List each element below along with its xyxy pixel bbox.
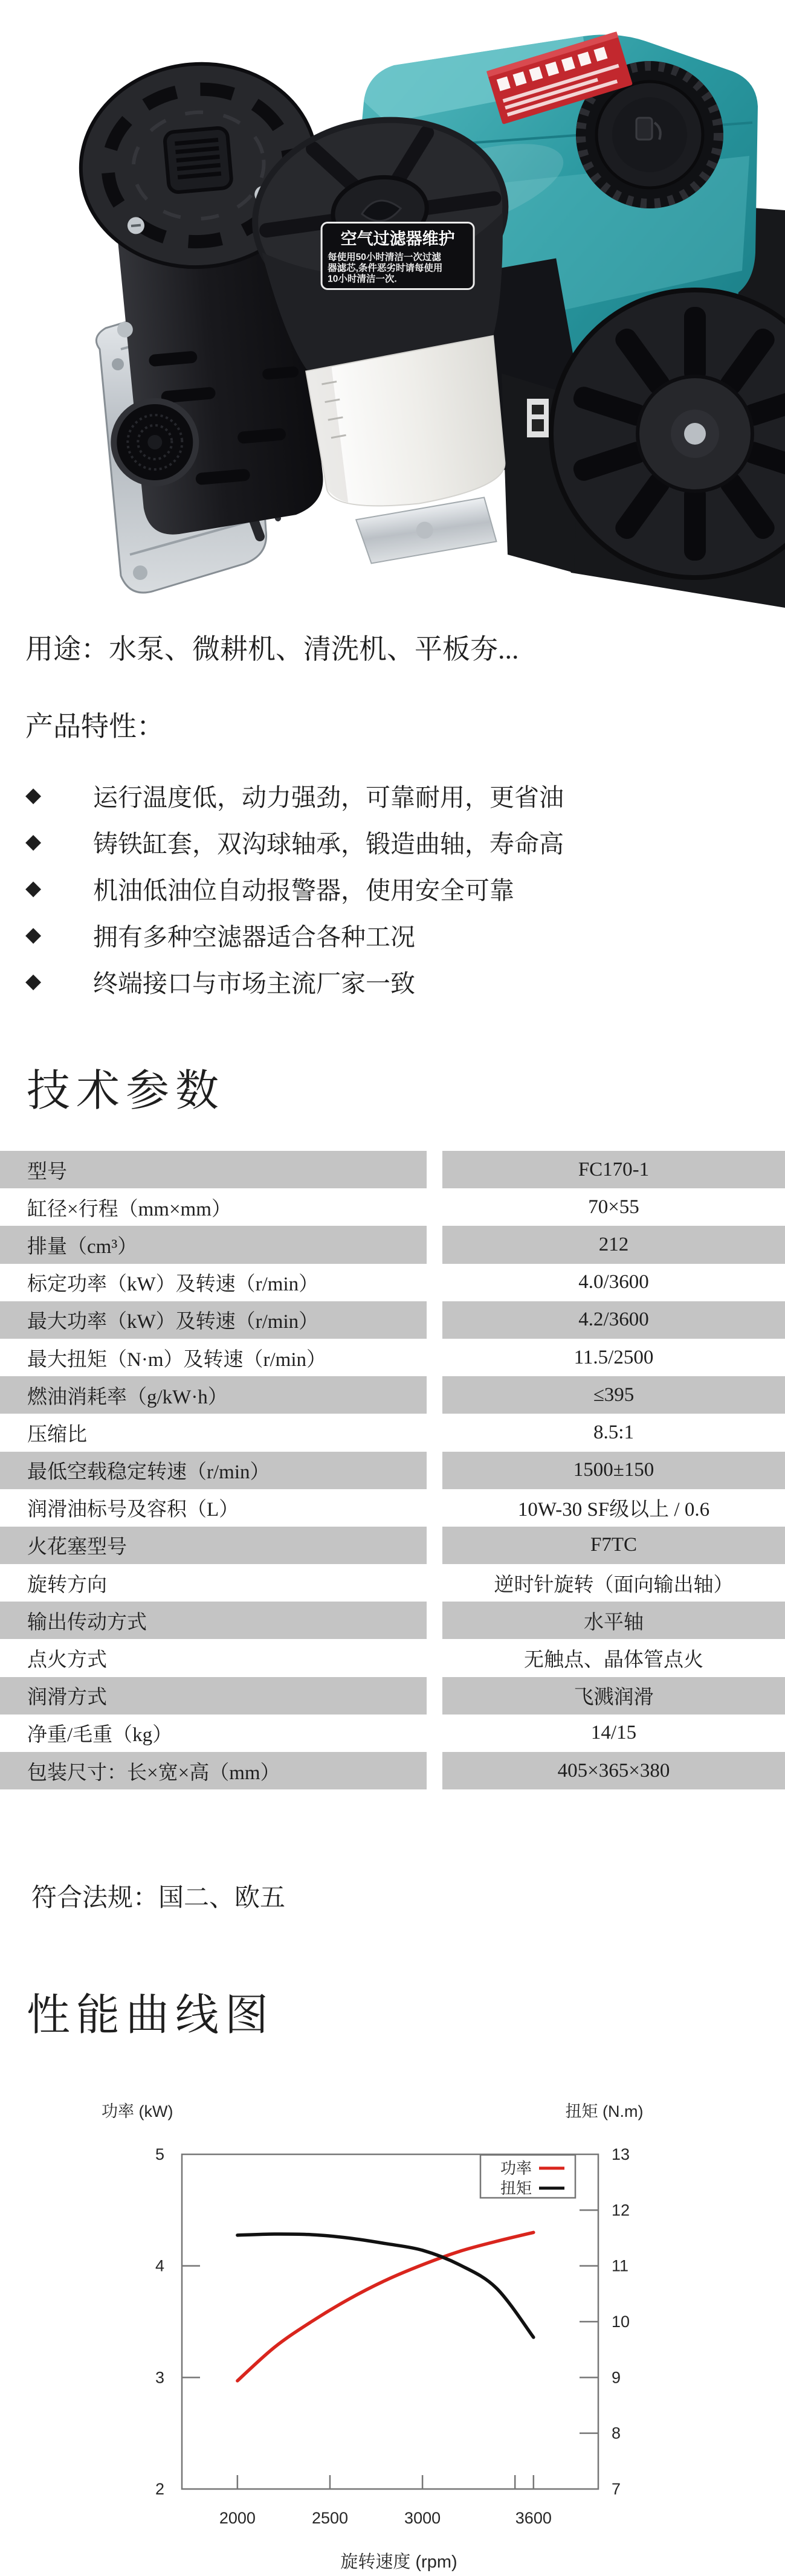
product-photo-illustration bbox=[0, 11, 785, 610]
feature-item bbox=[25, 819, 763, 865]
spec-value: 4.0/3600 bbox=[578, 1271, 649, 1293]
table-row bbox=[0, 1339, 785, 1376]
table-row bbox=[0, 1639, 785, 1676]
spec-value: 212 bbox=[598, 1233, 629, 1255]
feature-text: 终端接口与市场主流厂家一致 bbox=[93, 970, 415, 997]
svg-text:3000: 3000 bbox=[404, 2509, 441, 2527]
svg-text:2: 2 bbox=[155, 2480, 164, 2498]
spec-value: 8.5:1 bbox=[593, 1421, 634, 1443]
curve-power bbox=[237, 2232, 534, 2381]
spec-label: 旋转方向 bbox=[27, 1574, 107, 1596]
feature-item bbox=[25, 958, 763, 1005]
spec-value: 10W-30 SF级以上 / 0.6 bbox=[517, 1499, 710, 1521]
table-row bbox=[0, 1527, 785, 1564]
table-row bbox=[0, 1602, 785, 1639]
plot-area bbox=[182, 2154, 598, 2489]
svg-text:8: 8 bbox=[612, 2424, 621, 2442]
svg-text:5: 5 bbox=[155, 2145, 164, 2163]
svg-text:4: 4 bbox=[155, 2256, 164, 2275]
table-row bbox=[0, 1376, 785, 1414]
table-row bbox=[0, 1151, 785, 1188]
axis-ticks bbox=[155, 2145, 630, 2527]
spec-value: F7TC bbox=[590, 1534, 638, 1556]
features-title: 产品特性： bbox=[25, 711, 164, 742]
svg-text:3600: 3600 bbox=[515, 2509, 552, 2527]
feature-text: 运行温度低，动力强劲，可靠耐用，更省油 bbox=[93, 784, 564, 811]
spec-label: 缸径×行程（mm×mm） bbox=[27, 1198, 231, 1220]
legend-label-power: 功率 bbox=[500, 2159, 532, 2177]
table-row bbox=[0, 1188, 785, 1226]
data-curves bbox=[237, 2232, 534, 2381]
svg-text:12: 12 bbox=[612, 2201, 630, 2220]
spec-value: 70×55 bbox=[588, 1196, 639, 1218]
spec-label: 输出传动方式 bbox=[27, 1611, 147, 1634]
curve-torque bbox=[237, 2234, 534, 2337]
diamond-bullet-icon: ◆ bbox=[25, 877, 42, 900]
spec-value: ≤395 bbox=[593, 1383, 635, 1406]
diamond-bullet-icon: ◆ bbox=[25, 970, 42, 993]
spec-label: 包装尺寸：长×宽×高（mm） bbox=[27, 1762, 280, 1784]
section-title-specs: 技术参数 bbox=[27, 1067, 225, 1115]
spec-value: 1500±150 bbox=[573, 1459, 654, 1481]
svg-text:3: 3 bbox=[155, 2368, 164, 2387]
spec-label: 润滑油标号及容积（L） bbox=[27, 1499, 239, 1521]
spec-value: 14/15 bbox=[590, 1722, 637, 1744]
chart-legend bbox=[480, 2155, 575, 2198]
spec-label: 最大扭矩（N·m）及转速（r/min） bbox=[27, 1348, 326, 1371]
spec-value: FC170-1 bbox=[578, 1158, 650, 1180]
spec-label: 点火方式 bbox=[27, 1649, 107, 1672]
feature-text: 铸铁缸套，双沟球轴承，锻造曲轴，寿命高 bbox=[93, 830, 564, 858]
y-right-axis-title: 扭矩 (N.m) bbox=[565, 2102, 644, 2120]
table-row bbox=[0, 1264, 785, 1301]
svg-text:2500: 2500 bbox=[311, 2509, 349, 2527]
legend-label-torque: 扭矩 bbox=[500, 2179, 532, 2197]
spec-label: 型号 bbox=[27, 1161, 67, 1183]
diamond-bullet-icon: ◆ bbox=[25, 784, 42, 807]
svg-text:9: 9 bbox=[612, 2368, 621, 2387]
feature-item bbox=[25, 772, 763, 819]
spec-label: 燃油消耗率（g/kW·h） bbox=[27, 1386, 228, 1408]
table-row bbox=[0, 1414, 785, 1451]
spec-label: 最大功率（kW）及转速（r/min） bbox=[27, 1311, 319, 1333]
feature-text: 拥有多种空滤器适合各种工况 bbox=[93, 923, 415, 951]
y-left-axis-title: 功率 (kW) bbox=[102, 2102, 173, 2120]
spec-value: 飞溅润滑 bbox=[573, 1687, 654, 1709]
svg-text:2000: 2000 bbox=[219, 2509, 256, 2527]
spec-label: 火花塞型号 bbox=[27, 1536, 127, 1559]
spec-label: 净重/毛重（kg） bbox=[27, 1724, 173, 1747]
feature-text: 机油低油位自动报警器，使用安全可靠 bbox=[93, 877, 514, 904]
feature-item bbox=[25, 865, 763, 912]
compliance-line: 符合法规：国二、欧五 bbox=[31, 1884, 286, 1912]
spec-label: 排量（cm³） bbox=[27, 1235, 138, 1258]
feature-item bbox=[25, 912, 763, 958]
table-row bbox=[0, 1677, 785, 1715]
features-list bbox=[25, 772, 763, 1005]
spec-value: 水平轴 bbox=[584, 1611, 644, 1634]
spec-value: 11.5/2500 bbox=[573, 1346, 654, 1368]
x-axis-title: 旋转速度 (rpm) bbox=[340, 2552, 457, 2572]
spec-value: 4.2/3600 bbox=[578, 1309, 649, 1331]
svg-text:7: 7 bbox=[612, 2480, 621, 2498]
svg-text:13: 13 bbox=[612, 2145, 630, 2163]
diamond-bullet-icon: ◆ bbox=[25, 830, 42, 853]
svg-text:11: 11 bbox=[612, 2256, 629, 2275]
section-title-curve: 性能曲线图 bbox=[27, 1991, 275, 2040]
air-filter-label-title: 空气过滤器维护 bbox=[340, 230, 455, 248]
table-row bbox=[0, 1301, 785, 1339]
table-row bbox=[0, 1752, 785, 1789]
spec-label: 最低空载稳定转速（r/min） bbox=[27, 1461, 270, 1484]
air-filter-label-line: 器滤芯,条件恶劣时请每使用 bbox=[328, 263, 443, 274]
spec-table bbox=[0, 1151, 785, 1789]
air-filter-maintenance-label bbox=[321, 222, 474, 289]
spec-label: 压缩比 bbox=[27, 1423, 87, 1446]
table-row bbox=[0, 1226, 785, 1263]
air-filter-label-line: 每使用50小时清洁一次过滤 bbox=[328, 252, 441, 263]
table-row bbox=[0, 1452, 785, 1489]
svg-text:10: 10 bbox=[612, 2313, 630, 2331]
table-row bbox=[0, 1715, 785, 1752]
spec-value: 405×365×380 bbox=[557, 1759, 670, 1782]
performance-curve-chart bbox=[0, 2054, 785, 2576]
table-row bbox=[0, 1564, 785, 1602]
spec-value: 逆时针旋转（面向输出轴） bbox=[494, 1574, 734, 1596]
spec-label: 标定功率（kW）及转速（r/min） bbox=[27, 1274, 319, 1296]
uses-line: 用途：水泵、微耕机、清洗机、平板夯... bbox=[25, 634, 519, 665]
spec-label: 润滑方式 bbox=[27, 1687, 107, 1709]
air-filter-label-line: 10小时清洁一次. bbox=[328, 274, 397, 285]
spec-value: 无触点、晶体管点火 bbox=[524, 1649, 703, 1672]
diamond-bullet-icon: ◆ bbox=[25, 923, 42, 946]
table-row bbox=[0, 1489, 785, 1527]
